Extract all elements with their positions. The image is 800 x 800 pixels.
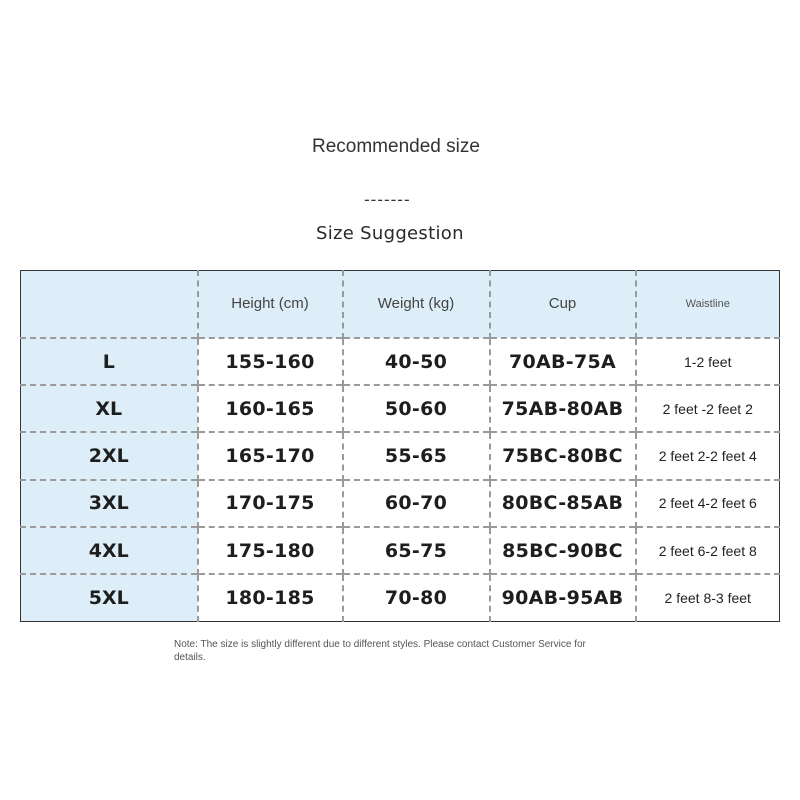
waistline-value: 2 feet 6-2 feet 8: [636, 527, 780, 574]
waistline-value: 2 feet 8-3 feet: [636, 574, 780, 621]
size-label: 4XL: [21, 527, 198, 574]
cup-value: 90AB-95AB: [490, 574, 636, 621]
size-label: L: [21, 338, 198, 385]
header-corner-cell: [21, 271, 198, 338]
waistline-value: 2 feet -2 feet 2: [636, 385, 780, 432]
table-row: [21, 527, 780, 574]
height-value: 175-180: [198, 527, 343, 574]
height-value: 165-170: [198, 432, 343, 479]
height-value: 170-175: [198, 480, 343, 527]
table-row: [21, 574, 780, 621]
size-label: 2XL: [21, 432, 198, 479]
size-label: 3XL: [21, 480, 198, 527]
cup-value: 75AB-80AB: [490, 385, 636, 432]
weight-value: 70-80: [343, 574, 490, 621]
recommended-size-label: Recommended size: [312, 136, 480, 157]
height-value: 160-165: [198, 385, 343, 432]
height-value: 180-185: [198, 574, 343, 621]
size-note: Note: The size is slightly different due to different styles. Please contact Customer Service for details.: [174, 639, 586, 663]
size-suggestion-title: Size Suggestion: [316, 223, 464, 244]
header-weight: Weight (kg): [343, 271, 490, 338]
weight-value: 60-70: [343, 480, 490, 527]
header-waistline: Waistline: [636, 271, 780, 338]
waistline-value: 1-2 feet: [636, 338, 780, 385]
title-divider: -------: [364, 190, 411, 209]
weight-value: 55-65: [343, 432, 490, 479]
table-row: [21, 432, 780, 479]
weight-value: 50-60: [343, 385, 490, 432]
cup-value: 80BC-85AB: [490, 480, 636, 527]
cup-value: 85BC-90BC: [490, 527, 636, 574]
table-row: [21, 338, 780, 385]
weight-value: 40-50: [343, 338, 490, 385]
weight-value: 65-75: [343, 527, 490, 574]
header-cup: Cup: [490, 271, 636, 338]
size-label: 5XL: [21, 574, 198, 621]
size-chart-table: [20, 270, 780, 622]
height-value: 155-160: [198, 338, 343, 385]
size-label: XL: [21, 385, 198, 432]
waistline-value: 2 feet 2-2 feet 4: [636, 432, 780, 479]
cup-value: 75BC-80BC: [490, 432, 636, 479]
table-row: [21, 385, 780, 432]
cup-value: 70AB-75A: [490, 338, 636, 385]
table-row: [21, 480, 780, 527]
table-header-row: [21, 271, 780, 338]
waistline-value: 2 feet 4-2 feet 6: [636, 480, 780, 527]
header-height: Height (cm): [198, 271, 343, 338]
